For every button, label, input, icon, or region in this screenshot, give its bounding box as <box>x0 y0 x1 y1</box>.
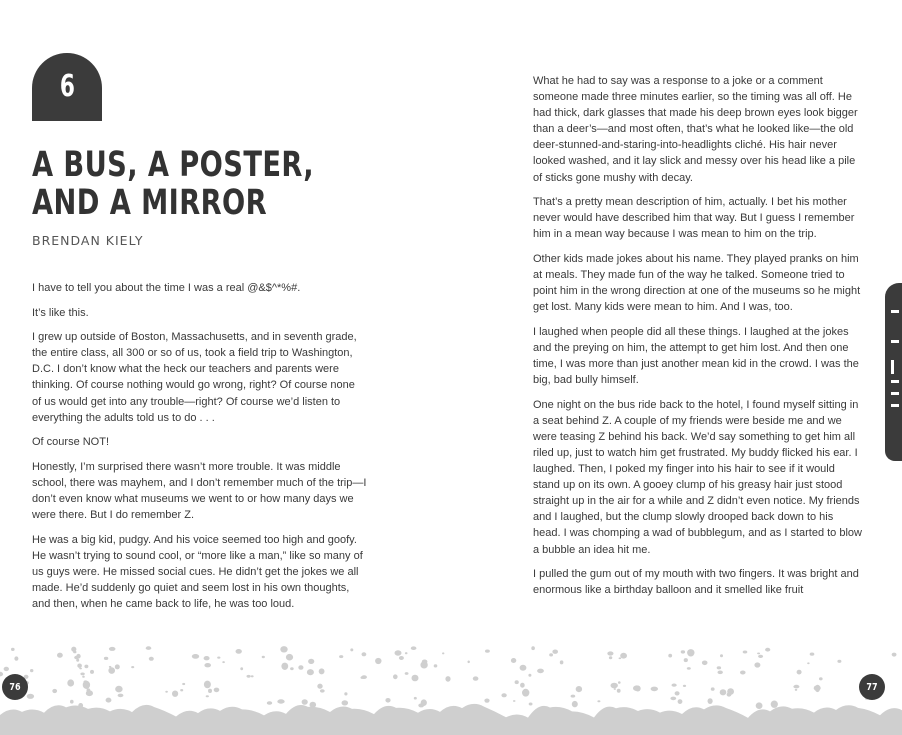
speckle <box>515 680 519 684</box>
speckle <box>67 679 74 686</box>
speckle <box>572 701 578 707</box>
paragraph: It’s like this. <box>32 306 89 319</box>
speckle <box>529 703 533 706</box>
speckle <box>362 652 367 656</box>
speckle <box>70 700 74 704</box>
speckle <box>302 699 308 705</box>
left-body-text <box>32 280 367 621</box>
speckle <box>484 699 489 703</box>
speckle <box>11 648 15 651</box>
speckle <box>607 651 613 655</box>
speckle <box>385 698 390 703</box>
speckle <box>411 646 417 650</box>
speckle <box>520 683 525 688</box>
speckle <box>675 691 680 695</box>
speckle <box>513 700 516 702</box>
speckle <box>560 660 564 664</box>
paragraph: I laughed when people did all these things. I laughed at the jokes and the preying on him, the attempt to get him lost. And then one time, I was more than just another mean kid in the crowd. I was the big, bad bully himself. <box>533 325 859 387</box>
speckle <box>350 648 353 651</box>
speckle <box>473 676 479 680</box>
speckle <box>27 694 34 699</box>
decorative-stripes <box>889 300 901 440</box>
speckle <box>797 670 802 675</box>
page-number-right <box>859 674 885 700</box>
speckle <box>668 654 672 658</box>
speckle <box>317 684 322 689</box>
speckle <box>611 683 618 689</box>
speckle <box>754 662 760 667</box>
speckle <box>90 670 94 674</box>
speckle <box>405 652 408 654</box>
speckle <box>681 650 685 653</box>
speckle <box>711 687 715 690</box>
speckle <box>614 688 616 690</box>
speckle <box>442 652 444 654</box>
speckle <box>109 666 112 668</box>
speckle <box>206 695 209 697</box>
speckle <box>146 646 152 650</box>
speckle <box>182 683 185 685</box>
speckle <box>633 685 640 691</box>
speckle <box>262 656 265 658</box>
footer-speckle-decoration <box>0 640 902 735</box>
speckle <box>687 667 691 670</box>
speckle <box>222 661 225 663</box>
speckle <box>80 673 84 676</box>
paragraph: That’s a pretty mean description of him, actually. I bet his mother never would have described him that way. But I guess I remember him in a mean way because I was mean to him on the trip. <box>533 196 855 241</box>
speckle <box>815 688 819 693</box>
speckle <box>743 651 748 654</box>
paragraph: Other kids made jokes about his name. They played pranks on him at meals. They made fun of the way he talked. Someone tried to point him in the wrong direction at one of the museums so he might get lost. Many kids were mean to him. And I was, too. <box>533 252 861 314</box>
chapter-number: 6 <box>59 69 75 104</box>
speckle <box>180 689 183 691</box>
speckle <box>522 689 529 697</box>
speckle <box>118 694 124 698</box>
speckle <box>77 664 82 668</box>
speckle <box>361 675 367 679</box>
speckle <box>236 649 242 654</box>
speckle <box>678 699 683 704</box>
page-number-left <box>2 674 28 700</box>
speckle <box>758 655 763 658</box>
speckle <box>57 653 63 658</box>
speckle <box>552 650 558 654</box>
speckle <box>342 700 349 705</box>
speckle <box>618 681 621 684</box>
right-body-text <box>533 73 863 607</box>
speckle <box>79 668 82 670</box>
speckle <box>307 669 314 675</box>
speckle <box>399 656 404 660</box>
speckle <box>807 662 810 664</box>
speckle <box>0 672 3 677</box>
speckle <box>149 657 154 661</box>
speckle <box>204 656 210 660</box>
speckle <box>204 663 211 667</box>
speckle <box>501 693 506 697</box>
speckle <box>76 654 80 659</box>
speckle <box>286 654 293 661</box>
speckle <box>718 671 723 675</box>
speckle <box>771 701 778 708</box>
speckle <box>727 692 732 696</box>
speckle <box>214 688 220 693</box>
speckle <box>319 668 325 674</box>
speckle <box>617 689 621 693</box>
speckle <box>531 646 535 650</box>
speckle <box>537 669 544 674</box>
speckle <box>620 653 627 659</box>
speckle <box>280 646 287 652</box>
speckle <box>115 664 120 669</box>
speckle <box>421 699 427 706</box>
speckle <box>708 698 713 704</box>
page-number-label: 76 <box>9 681 21 693</box>
speckle <box>78 703 83 708</box>
speckle <box>73 651 76 654</box>
paragraph: One night on the bus ride back to the hotel, I found myself sitting in a seat behind Z. A couple of my friends were beside me and we were teasing Z behind his back. We’d say something to get him all riled up, just to watch him get frustrated. My buddy flicked his ear. I laughed. Then, I poked my finger into his hair to see if it would stand up on its own. A gooey clump of his greasy hair just stood straight up in the air for a while and Z didn’t even notice. My friends and I laughed, but the clump slowly drooped back down to his head. I was chomping a wad of bubblegum, and as I started to blow a bubble an idea hit me. <box>533 398 862 556</box>
speckle <box>247 675 251 678</box>
speckle <box>485 650 490 653</box>
speckle <box>757 653 760 655</box>
speckle <box>104 657 108 660</box>
speckle <box>687 649 694 656</box>
speckle <box>267 701 272 705</box>
speckle <box>412 675 419 682</box>
speckle <box>795 689 798 691</box>
speckle <box>339 655 343 658</box>
paragraph: What he had to say was a response to a joke or a comment someone made three minutes earlier, so the timing was all off. He had thick, dark glasses that made his deep brown eyes look bigger than a deer’s—and most often, that’s what he looked like—the old deer-stunned-and-staring-into-headlights cliché. His hair never looked washed, and it lay slick and messy over his head like a pile of sticks gone mushy with decay. <box>533 75 858 184</box>
speckle <box>528 674 531 677</box>
speckle <box>434 664 438 667</box>
speckle <box>308 659 314 664</box>
speckle <box>83 681 90 689</box>
chapter-title-line: AND A MIRROR <box>32 183 268 223</box>
speckle <box>683 685 686 687</box>
speckle <box>290 667 294 670</box>
speckle <box>52 689 57 693</box>
chapter-number-badge <box>32 53 102 121</box>
page-number-label: 77 <box>866 681 878 693</box>
speckle <box>109 647 116 651</box>
speckle <box>720 689 727 695</box>
speckle <box>819 677 823 680</box>
speckle <box>793 685 799 689</box>
speckle <box>520 665 527 671</box>
paragraph: Of course NOT! <box>32 436 110 449</box>
paragraph: He was a big kid, pudgy. And his voice seemed too high and goofy. He wasn’t trying to sound cool, or “more like a man,” like so many of us guys were. He missed social cues. He didn’t get the jokes we all made. He’d suddenly go quiet and seem lost in his own thoughts, and then, when he came back to life, he was too loud. <box>32 533 363 611</box>
speckle <box>717 666 721 669</box>
chapter-title <box>32 145 315 223</box>
speckle <box>106 698 112 703</box>
speckle <box>672 684 677 687</box>
speckle <box>240 667 243 670</box>
speckle <box>414 697 417 700</box>
speckle <box>310 702 317 708</box>
speckle <box>468 661 470 664</box>
speckle <box>298 665 303 670</box>
speckle <box>277 699 284 703</box>
speckle <box>684 658 688 662</box>
speckle <box>511 658 516 663</box>
speckle <box>217 657 220 659</box>
speckle <box>720 654 723 657</box>
speckle <box>82 676 85 678</box>
speckle <box>375 658 381 664</box>
speckle <box>405 672 409 675</box>
speckle <box>251 675 254 677</box>
speckle <box>84 665 88 669</box>
speckle <box>14 656 18 660</box>
speckle <box>549 653 553 656</box>
speckle <box>576 686 582 692</box>
author-name: BRENDAN KIELY <box>32 233 144 248</box>
speckle <box>651 687 658 692</box>
speckle <box>609 656 612 659</box>
speckle <box>108 667 115 674</box>
speckle <box>208 689 212 693</box>
paragraph: I have to tell you about the time I was a real @&$^*%#. <box>32 282 301 294</box>
speckle <box>702 661 708 666</box>
speckle <box>571 695 576 698</box>
speckle <box>4 667 9 671</box>
paragraph: Honestly, I’m surprised there wasn’t more trouble. It was middle school, there was mayhem, and I don’t remember much of the trip—I don’t even know what museums we went to or how many days we were there. But I do remember Z. <box>32 460 367 522</box>
speckle <box>281 663 288 670</box>
speckle <box>172 691 178 697</box>
speckle <box>765 648 770 652</box>
speckle <box>420 661 427 668</box>
speckle <box>204 681 211 689</box>
paragraph: I grew up outside of Boston, Massachusetts, and in seventh grade, the entire class, all 300 or so of us, took a field trip to Washington, D.C. I don’t know what the heck our teachers and parents were thinking. Of course nothing would go wrong, right? Of course none of us would get into any trouble—right? Of course we’d listen to everything the adults told us to do . . . <box>32 331 357 424</box>
speckle <box>619 657 622 659</box>
chapter-title-line: A BUS, A POSTER, <box>32 145 315 185</box>
speckle <box>393 674 398 679</box>
speckle <box>30 669 33 672</box>
speckle <box>810 653 815 656</box>
speckle <box>76 659 79 662</box>
speckle <box>597 700 600 702</box>
speckle <box>395 650 402 655</box>
speckle <box>115 686 122 693</box>
speckle <box>837 660 841 663</box>
speckle <box>86 690 93 696</box>
speckle <box>165 691 168 693</box>
speckle <box>445 676 450 682</box>
speckle <box>344 692 347 695</box>
speckle <box>320 689 325 692</box>
paragraph: I pulled the gum out of my mouth with two fingers. It was bright and enormous like a birthday balloon and it smelled like fruit <box>533 568 859 597</box>
speckle <box>131 666 134 668</box>
speckle <box>192 654 199 659</box>
speckle <box>670 697 676 701</box>
speckle <box>892 653 897 657</box>
speckle <box>740 671 746 675</box>
speckle <box>756 702 763 709</box>
